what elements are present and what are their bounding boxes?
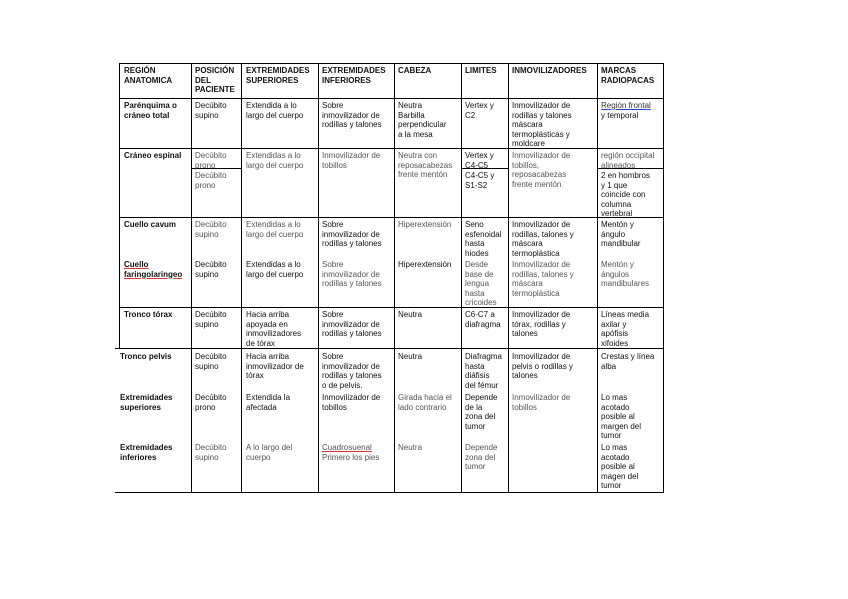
row2-inf: Inmovilizador de tobillos xyxy=(322,151,381,170)
row2-sup: Extendidas a lo largo del cuerpo xyxy=(246,151,304,170)
row3-limites: Seno esfenoidal hasta hiodes xyxy=(465,220,502,258)
row6-limites: Diafragma hasta diáfisis del fémur xyxy=(465,352,502,390)
row8-region: Extremidades inferiores xyxy=(120,443,173,462)
row6-sup: Hacia arriba inmovilizador de tórax xyxy=(246,352,304,381)
row2-marcas-a: región occipital alineados xyxy=(601,151,655,170)
row4-sup: Extendidas a lo largo del cuerpo xyxy=(246,260,304,279)
row7-posicion: Decúbito prono xyxy=(195,393,227,412)
row3-inmov: Inmovilizador de rodillas, talones y máscara termoplástica xyxy=(512,220,574,258)
row8-marcas: Lo mas acotado posible al magen del tumor xyxy=(601,443,639,491)
row-divider-6 xyxy=(115,348,664,349)
row2-region: Cráneo espinal xyxy=(124,151,182,160)
row7-inmov: Inmovilizador de tobillos xyxy=(512,393,571,412)
header-inmovilizadores: INMOVILIZADORES xyxy=(512,66,587,75)
row8-limites: Depende zona del tumor xyxy=(465,443,498,472)
row2-marcas-b: 2 en hombros y 1 que coincide con columna vertebral xyxy=(601,171,650,219)
row1-inmov: Inmovilizador de rodillas y talones máscara termoplásticas y moldcare xyxy=(512,101,572,149)
row4-posicion: Decúbito supino xyxy=(195,260,227,279)
row-divider-5 xyxy=(119,307,664,308)
row1-region: Parénquima o cráneo total xyxy=(124,101,177,120)
row2-cabeza: Neutra con reposacabezas frente mentón xyxy=(398,151,453,180)
row2-limites-b: C4-C5 y S1-S2 xyxy=(465,171,495,190)
row2-inmov: Inmovilizador de tobillos, reposacabezas frente mentón xyxy=(512,151,571,189)
header-region: REGIÓN ANATOMICA xyxy=(124,66,173,85)
col-divider-5 xyxy=(461,63,462,492)
row7-inf: Inmovilizador de tobillos xyxy=(322,393,381,412)
row6-posicion: Decúbito supino xyxy=(195,352,227,371)
col-divider-4 xyxy=(394,63,395,492)
row2-limites-a: Vertex y C4-C5 xyxy=(465,151,494,170)
row5-limites: C6-C7 a diafragma xyxy=(465,310,501,329)
col-divider-7 xyxy=(597,63,598,492)
row3-cabeza: Hiperextensión xyxy=(398,220,452,229)
row1-limites: Vertex y C2 xyxy=(465,101,494,120)
row4-inf: Sobre inmovilizador de rodillas y talones xyxy=(322,260,382,289)
col-divider-2 xyxy=(241,63,242,492)
header-marcas: MARCAS RADIOPACAS xyxy=(601,66,655,85)
row3-marcas: Mentón y ángulo mandibular xyxy=(601,220,641,249)
row7-sup: Extendida la afectada xyxy=(246,393,291,412)
row1-posicion: Decúbito supino xyxy=(195,101,227,120)
row5-marcas: Líneas media axilar y apófisis xifoides xyxy=(601,310,650,348)
row1-marcas-a: Región frontal xyxy=(601,101,651,110)
table-border-bottom xyxy=(115,492,664,493)
header-ext-superiores: EXTREMIDADES SUPERIORES xyxy=(246,66,310,85)
row3-posicion: Decúbito supino xyxy=(195,220,227,239)
col-divider-3 xyxy=(318,63,319,492)
row2-posicion-a: Decúbito prono xyxy=(195,151,227,170)
row5-inmov: Inmovilizador de tórax, rodillas y talones xyxy=(512,310,571,339)
row3-sup: Extendidas a lo largo del cuerpo xyxy=(246,220,304,239)
col-divider-8 xyxy=(663,63,664,492)
header-posicion: POSICIÓN DEL PACIENTE xyxy=(195,66,235,95)
row7-limites: Depende de la zona del tumor xyxy=(465,393,498,431)
row4-cabeza: Hiperextensión xyxy=(398,260,452,269)
row5-posicion: Decúbito supino xyxy=(195,310,227,329)
row7-marcas: Lo mas acotado posible al margen del tumor xyxy=(601,393,642,441)
header-row-divider xyxy=(119,98,664,99)
row6-region: Tronco pelvis xyxy=(120,352,172,361)
row6-marcas: Crestas y línea alba xyxy=(601,352,655,371)
col-divider-1 xyxy=(191,63,192,492)
row4-marcas: Mentón y ángulos mandibulares xyxy=(601,260,650,289)
row1-marcas-b: y temporal xyxy=(601,111,639,120)
header-cabeza: CABEZA xyxy=(398,66,432,75)
col-divider-6 xyxy=(508,63,509,492)
header-ext-inferiores: EXTREMIDADES INFERIORES xyxy=(322,66,386,85)
row8-cabeza: Neutra xyxy=(398,443,423,452)
row6-cabeza: Neutra xyxy=(398,352,423,361)
row7-cabeza: Girada hacia el lado contrario xyxy=(398,393,452,412)
table-border-top xyxy=(119,63,664,64)
row5-inf: Sobre inmovilizador de rodillas y talones xyxy=(322,310,382,339)
row1-cabeza: Neutra Barbilla perpendicular a la mesa xyxy=(398,101,447,139)
row3-region: Cuello cavum xyxy=(124,220,177,229)
row8-inf-b: Primero los pies xyxy=(322,453,380,462)
header-limites: LIMITES xyxy=(465,66,497,75)
row3-inf: Sobre inmovilizador de rodillas y talones xyxy=(322,220,382,249)
row5-region: Tronco tórax xyxy=(124,310,173,319)
row4-region: Cuello faringolaringeo xyxy=(124,260,183,279)
row-divider-1 xyxy=(119,148,664,149)
row5-cabeza: Neutra xyxy=(398,310,423,319)
row6-inmov: Inmovilizador de pelvis o rodillas y talones xyxy=(512,352,573,381)
row-divider-3 xyxy=(119,217,664,218)
row6-inf: Sobre inmovilizador de rodillas y talones o de pelvis. xyxy=(322,352,382,390)
row8-inf-a: Cuadrosuenal xyxy=(322,443,372,452)
row4-inmov: Inmovilizador de rodillas, talones y máscara termoplástica xyxy=(512,260,574,298)
row8-posicion: Decúbito supino xyxy=(195,443,227,462)
row1-inf: Sobre inmovilizador de rodillas y talones xyxy=(322,101,382,130)
col-divider-0 xyxy=(119,63,120,349)
row5-sup: Hacia arriba apoyada en inmovilizadores de tórax xyxy=(246,310,302,348)
row1-sup: Extendida a lo largo del cuerpo xyxy=(246,101,304,120)
row2-posicion-b: Decúbito prono xyxy=(195,171,227,190)
row7-region: Extremidades superiores xyxy=(120,393,173,412)
row8-sup: A lo largo del cuerpo xyxy=(246,443,293,462)
row4-limites: Desde base de lengua hasta cricoides xyxy=(465,260,497,308)
